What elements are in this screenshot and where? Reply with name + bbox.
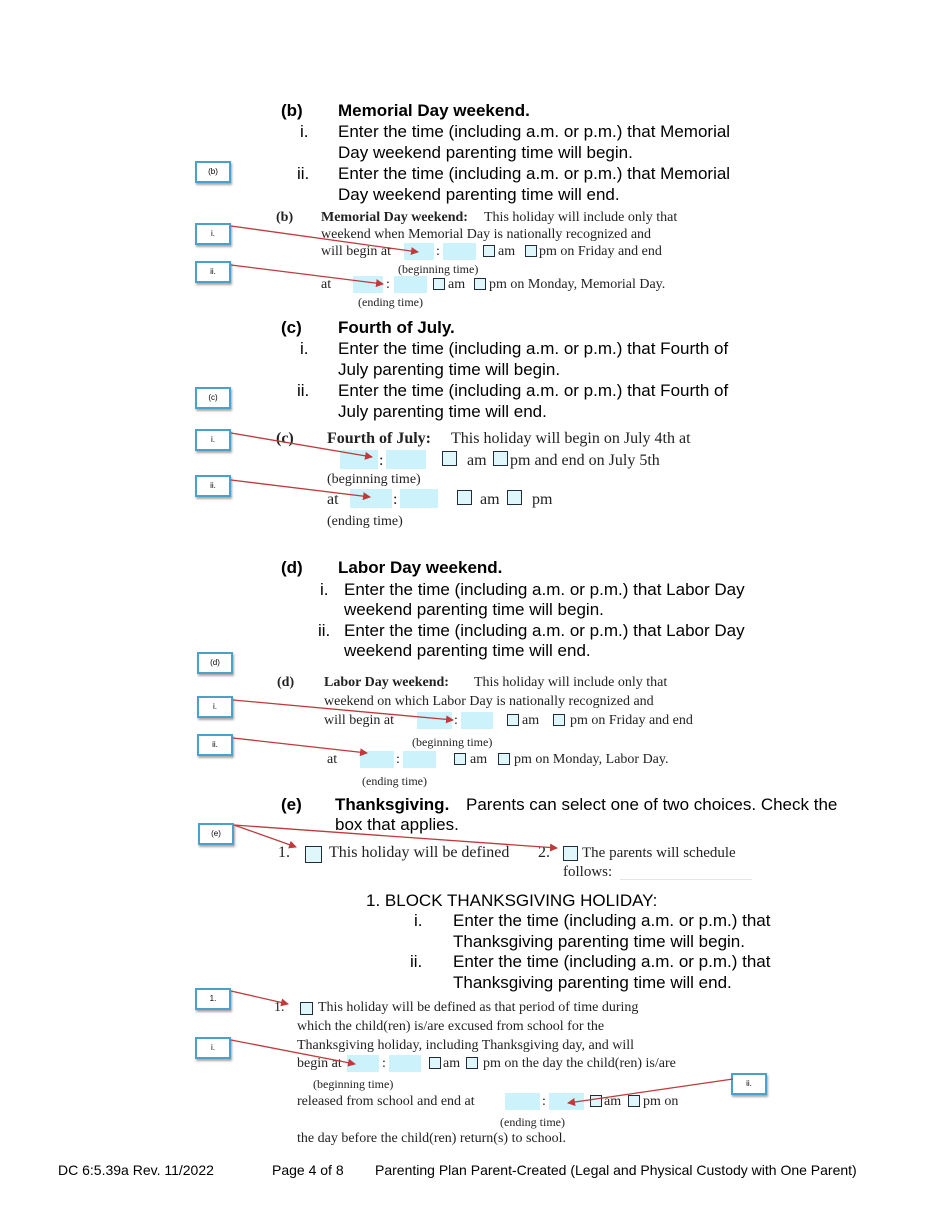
colon: :	[393, 491, 398, 508]
colon: :	[436, 244, 440, 259]
section-d-ii-line1: Enter the time (including a.m. or p.m.) that Labor Day	[344, 621, 745, 640]
ending-time-label: (ending time)	[362, 774, 427, 788]
pm-monday-label: pm on Monday, Memorial Day.	[489, 277, 666, 292]
colon: :	[454, 713, 458, 728]
beginning-time-label: (beginning time)	[327, 472, 421, 487]
form-d-title: Labor Day weekend:	[324, 675, 449, 690]
form-d-line3: will begin at	[324, 713, 394, 728]
released-label: released from school and end at	[297, 1094, 475, 1109]
form-b-title: Memorial Day weekend:	[321, 210, 468, 225]
section-d-i-num: i.	[320, 580, 329, 599]
arrow-d-i	[233, 700, 453, 720]
colon: :	[382, 1056, 386, 1071]
block-i-line1: Enter the time (including a.m. or p.m.) that	[453, 911, 771, 930]
colon: :	[396, 752, 400, 767]
am-label: am	[604, 1094, 622, 1109]
am-label: am	[470, 752, 488, 767]
callout-tag-b-ii: ii.	[195, 261, 231, 283]
callout-tag-b: (b)	[195, 161, 231, 183]
block-form-line2: which the child(ren) is/are excused from school for the	[297, 1019, 605, 1034]
callout-tag-d-i: i.	[197, 696, 233, 718]
pm-friday-label: pm on Friday and end	[570, 713, 693, 728]
form-d-line1: This holiday will include only that	[474, 675, 668, 690]
at-label: at	[327, 491, 339, 508]
form-c-letter: (c)	[276, 430, 294, 447]
form-b-line2: weekend when Memorial Day is nationally recognized and	[321, 227, 652, 242]
section-b-letter: (b)	[281, 101, 303, 120]
section-d-i-line1: Enter the time (including a.m. or p.m.) that Labor Day	[344, 580, 745, 599]
pm-monday-label: pm on Monday, Labor Day.	[514, 752, 669, 767]
block-heading: 1. BLOCK THANKSGIVING HOLIDAY:	[366, 891, 658, 910]
at-label: at	[321, 277, 332, 292]
section-e-text2: box that applies.	[335, 815, 459, 834]
choice2-text: The parents will schedule	[582, 845, 736, 861]
choice2-continued: follows:	[563, 864, 613, 880]
section-b-i-line2: Day weekend parenting time will begin.	[338, 143, 633, 162]
callout-tag-d-ii: ii.	[197, 734, 233, 756]
form-c-line1: This holiday will begin on July 4th at	[451, 430, 691, 447]
pm-day-label: pm on the day the child(ren) is/are	[483, 1056, 676, 1071]
section-b-i-line1: Enter the time (including a.m. or p.m.) that Memorial	[338, 122, 731, 141]
callout-tag-c-ii: ii.	[195, 475, 231, 497]
pm-label: pm	[532, 491, 553, 508]
choice2-number: 2.	[538, 844, 550, 861]
section-d-ii-num: ii.	[318, 621, 331, 640]
am-label: am	[498, 244, 516, 259]
footer-page-number: Page 4 of 8	[272, 1162, 344, 1178]
section-c-letter: (c)	[281, 318, 302, 337]
section-c-i-num: i.	[300, 339, 309, 358]
section-b-i-num: i.	[300, 122, 309, 141]
callout-tag-d: (d)	[197, 652, 233, 674]
section-e-title: Thanksgiving.	[335, 795, 450, 814]
arrow-d-ii	[233, 738, 367, 753]
form-b-line1: This holiday will include only that	[484, 210, 678, 225]
arrow-b-ii	[231, 265, 383, 284]
beginning-time-label: (beginning time)	[412, 735, 493, 749]
section-c-i-line1: Enter the time (including a.m. or p.m.) that Fourth of	[338, 339, 729, 358]
am-label: am	[443, 1056, 461, 1071]
beginning-time-label: (beginning time)	[313, 1077, 394, 1091]
section-e-letter: (e)	[281, 795, 302, 814]
block-form-line1: This holiday will be defined as that period of time during	[318, 1000, 639, 1015]
am-label: am	[522, 713, 540, 728]
form-c-title: Fourth of July:	[327, 430, 431, 447]
callout-tag-block-i: i.	[195, 1037, 231, 1059]
section-c-i-line2: July parenting time will begin.	[338, 360, 561, 379]
block-ii-line2: Thanksgiving parenting time will end.	[453, 973, 732, 992]
block-form-last-line: the day before the child(ren) return(s) to school.	[297, 1131, 567, 1146]
section-d-title: Labor Day weekend.	[338, 558, 503, 577]
block-i-line2: Thanksgiving parenting time will begin.	[453, 932, 745, 951]
ending-time-label: (ending time)	[358, 295, 423, 309]
pm-on-label: pm on	[643, 1094, 679, 1109]
colon: :	[542, 1094, 546, 1109]
section-b-ii-line1: Enter the time (including a.m. or p.m.) that Memorial	[338, 164, 731, 183]
at-label: at	[327, 752, 338, 767]
am-label: am	[480, 491, 500, 508]
footer-title: Parenting Plan Parent-Created (Legal and Physical Custody with One Parent)	[375, 1162, 857, 1178]
colon: :	[379, 452, 384, 469]
block-ii-line1: Enter the time (including a.m. or p.m.) that	[453, 952, 771, 971]
section-b-title: Memorial Day weekend.	[338, 101, 530, 120]
form-b-letter: (b)	[276, 210, 294, 225]
arrow-block-1	[231, 991, 288, 1004]
callout-tag-b-i: i.	[195, 223, 231, 245]
section-c-ii-line2: July parenting time will end.	[338, 402, 547, 421]
callout-tag-block-ii: ii.	[731, 1073, 767, 1095]
arrow-b-i	[231, 226, 418, 252]
section-b-ii-line2: Day weekend parenting time will end.	[338, 185, 620, 204]
section-b-ii-num: ii.	[297, 164, 310, 183]
section-c-ii-num: ii.	[297, 381, 310, 400]
pm-friday-label: pm on Friday and end	[539, 244, 662, 259]
callout-tag-c-i: i.	[195, 429, 231, 451]
callout-tag-block-1: 1.	[195, 988, 231, 1010]
arrow-c-i	[231, 433, 372, 457]
block-i-num: i.	[414, 911, 423, 930]
callout-tag-c: (c)	[195, 387, 231, 409]
arrow-block-ii	[568, 1079, 733, 1103]
colon: :	[386, 277, 390, 292]
form-d-letter: (d)	[277, 675, 295, 690]
form-b-line3: will begin at	[321, 244, 391, 259]
section-d-letter: (d)	[281, 558, 303, 577]
arrow-c-ii	[231, 480, 370, 497]
section-c-ii-line1: Enter the time (including a.m. or p.m.) that Fourth of	[338, 381, 729, 400]
section-c-title: Fourth of July.	[338, 318, 455, 337]
beginning-time-label: (beginning time)	[398, 262, 479, 276]
section-d-i-line2: weekend parenting time will begin.	[344, 600, 604, 619]
section-d-ii-line2: weekend parenting time will end.	[344, 641, 591, 660]
footer-form-id: DC 6:5.39a Rev. 11/2022	[58, 1162, 214, 1178]
pm-end-label: pm and end on July 5th	[510, 452, 660, 469]
block-form-line4: begin at	[297, 1056, 342, 1071]
block-form-number: 1.	[274, 1000, 285, 1015]
section-e-text1: Parents can select one of two choices. Check the	[466, 795, 838, 814]
ending-time-label: (ending time)	[327, 514, 403, 529]
arrow-e-2	[234, 825, 557, 848]
block-form-line3: Thanksgiving holiday, including Thanksgiving day, and will	[297, 1038, 634, 1053]
choice1-text: This holiday will be defined	[329, 844, 510, 861]
block-ii-num: ii.	[410, 952, 423, 971]
callout-tag-e: (e)	[198, 823, 234, 845]
am-label: am	[448, 277, 466, 292]
arrow-block-i	[231, 1040, 355, 1064]
ending-time-label: (ending time)	[500, 1115, 565, 1129]
am-label: am	[467, 452, 487, 469]
choice1-number: 1.	[278, 844, 290, 861]
form-d-line2: weekend on which Labor Day is nationally recognized and	[324, 694, 654, 709]
